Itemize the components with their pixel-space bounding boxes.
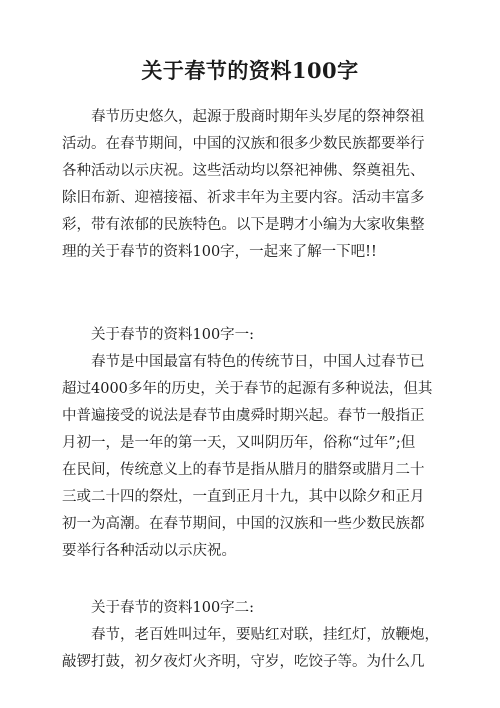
section1-line: 要举行各种活动以示庆祝。 (62, 543, 236, 559)
intro-line: 理的关于春节的资料100字，一起来了解一下吧!! (62, 244, 377, 260)
section1-heading: 关于春节的资料100字一: (91, 327, 255, 343)
spacer (62, 565, 438, 595)
intro-line: 活动。在春节期间，中国的汉族和很多少数民族都要举行 (62, 136, 425, 152)
intro-line: 各种活动以示庆祝。这些活动均以祭祀神佛、祭奠祖先、 (62, 163, 425, 179)
intro-line: 除旧布新、迎禧接福、祈求丰年为主要内容。活动丰富多 (62, 190, 425, 206)
intro-line: 春节历史悠久，起源于殷商时期年头岁尾的祭神祭祖 (91, 109, 425, 125)
intro-line: 彩，带有浓郁的民族特色。以下是聘才小编为大家收集整 (62, 217, 425, 233)
spacer (62, 266, 438, 322)
section1-line: 在民间，传统意义上的春节是指从腊月的腊祭或腊月二十 (62, 462, 425, 478)
intro-paragraph (62, 104, 438, 266)
section1-line: 三或二十四的祭灶，一直到正月十九，其中以除夕和正月 (62, 489, 425, 505)
section1-line: 超过4000多年的历史，关于春节的起源有多种说法，但其 (62, 381, 433, 397)
section2-line: 春节，老百姓叫过年，要贴红对联，挂红灯，放鞭炮， (91, 627, 439, 643)
section2-paragraph (62, 622, 438, 676)
section2-heading: 关于春节的资料100字二: (91, 600, 255, 616)
section1-line: 春节是中国最富有特色的传统节日，中国人过春节已 (91, 354, 425, 370)
section1-line: 月初一，是一年的第一天，又叫阴历年，俗称“过年”;但 (62, 435, 416, 451)
section1-line: 初一为高潮。在春节期间，中国的汉族和一些少数民族都 (62, 516, 425, 532)
section2-line: 敲锣打鼓，初夕夜灯火齐明，守岁，吃饺子等。为什么几 (62, 654, 425, 670)
document-title: 关于春节的资料100字 (141, 58, 359, 83)
section1-paragraph (62, 349, 438, 565)
section1-line: 中普遍接受的说法是春节由虞舜时期兴起。春节一般指正 (62, 408, 425, 424)
